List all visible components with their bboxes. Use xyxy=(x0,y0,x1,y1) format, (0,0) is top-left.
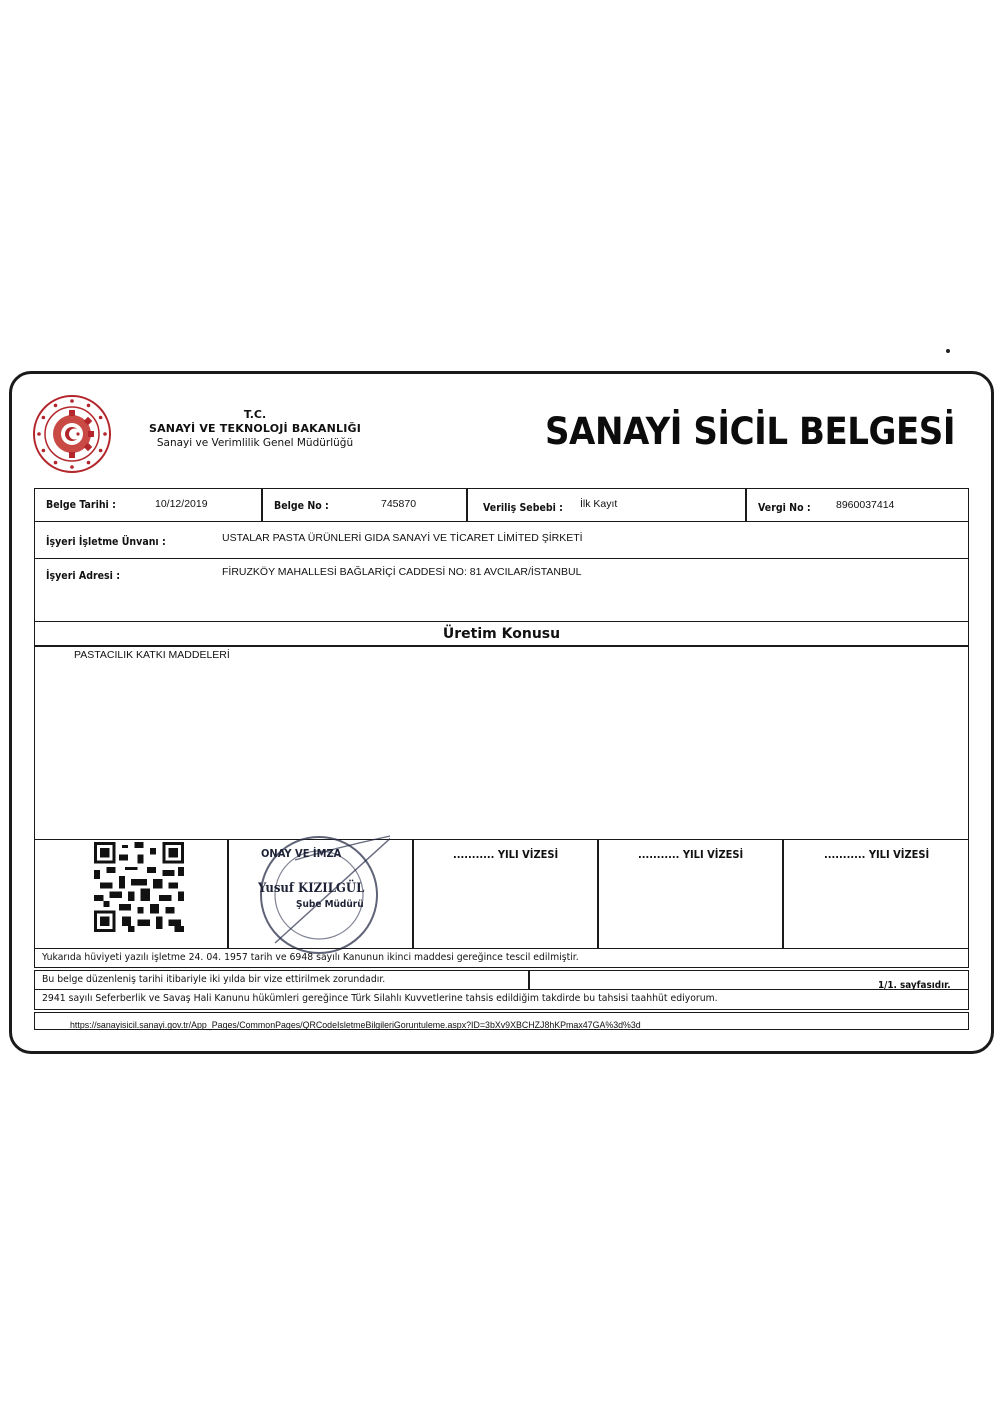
stamp-title: ONAY VE İMZA xyxy=(261,847,342,860)
registration-note: Yukarıda hüviyeti yazılı işletme 24. 04. 1957 tarih ve 6948 sayılı Kanunun ikinci maddesi gereğince tescil edilmiştir. xyxy=(42,952,579,963)
ministry-logo-icon xyxy=(32,394,112,474)
divider xyxy=(528,970,530,990)
vergi-no-label: Vergi No : xyxy=(758,502,811,514)
divider xyxy=(227,839,229,949)
vize-column-3: ........... YILI VİZESİ xyxy=(824,848,930,861)
page-info: 1/1. sayfasıdır. xyxy=(878,980,951,991)
divider xyxy=(34,645,969,647)
unvan-value: USTALAR PASTA ÜRÜNLERİ GIDA SANAYİ VE TİCARET LİMİTED ŞİRKETİ xyxy=(222,532,583,544)
signer-name: Yusuf KIZILGÜL xyxy=(258,881,365,896)
verilis-sebebi-value: İlk Kayıt xyxy=(580,498,618,510)
vergi-no-value: 8960037414 xyxy=(836,499,895,511)
belge-no-label: Belge No : xyxy=(274,500,329,512)
divider xyxy=(261,488,263,522)
belge-tarihi-label: Belge Tarihi : xyxy=(46,499,116,511)
divider xyxy=(412,839,414,949)
mobilization-note: 2941 sayılı Seferberlik ve Savaş Hali Kanunu hükümleri gereğince Türk Silahlı Kuvvetlerine tahsis edildiğim takdirde bu tahsisi taahhüt ediyorum. xyxy=(42,993,718,1004)
divider xyxy=(782,839,784,949)
verification-url-link[interactable]: https://sanayisicil.sanayi.gov.tr/App_Pages/CommonPages/QRCodeIsletmeBilgileriGoruntuleme.aspx?ID=3bXv9XBCHZJ8hKPmax47GA%3d%3d xyxy=(70,1020,641,1031)
belge-tarihi-value: 10/12/2019 xyxy=(155,498,208,510)
production-title: Üretim Konusu xyxy=(442,626,561,642)
adres-value: FİRUZKÖY MAHALLESİ BAĞLARİÇİ CADDESİ NO: 81 AVCILAR/İSTANBUL xyxy=(222,566,582,578)
vize-requirement-note: Bu belge düzenleniş tarihi itibariyle iki yılda bir vize ettirilmek zorundadır. xyxy=(42,974,386,985)
qr-code-icon[interactable] xyxy=(94,842,184,932)
tc-label: T.C. xyxy=(243,408,267,421)
belge-no-value: 745870 xyxy=(381,498,417,510)
vize-column-1: ........... YILI VİZESİ xyxy=(453,848,559,861)
ministry-name: SANAYİ VE TEKNOLOJİ BAKANLIĞI xyxy=(148,422,362,435)
signer-title: Şube Müdürü xyxy=(296,899,364,910)
adres-label: İşyeri Adresi : xyxy=(46,570,120,582)
vize-column-2: ........... YILI VİZESİ xyxy=(638,848,744,861)
divider xyxy=(597,839,599,949)
ministry-header xyxy=(140,408,370,450)
production-item: PASTACILIK KATKI MADDELERİ xyxy=(74,649,230,661)
directorate-name: Sanayi ve Verimlilik Genel Müdürlüğü xyxy=(156,437,354,449)
divider xyxy=(745,488,747,522)
verilis-sebebi-label: Veriliş Sebebi : xyxy=(483,502,563,514)
divider xyxy=(466,488,468,522)
document-title: SANAYİ SİCİL BELGESİ xyxy=(545,410,956,453)
unvan-label: İşyeri İşletme Ünvanı : xyxy=(46,536,166,548)
scan-speck xyxy=(946,349,950,353)
